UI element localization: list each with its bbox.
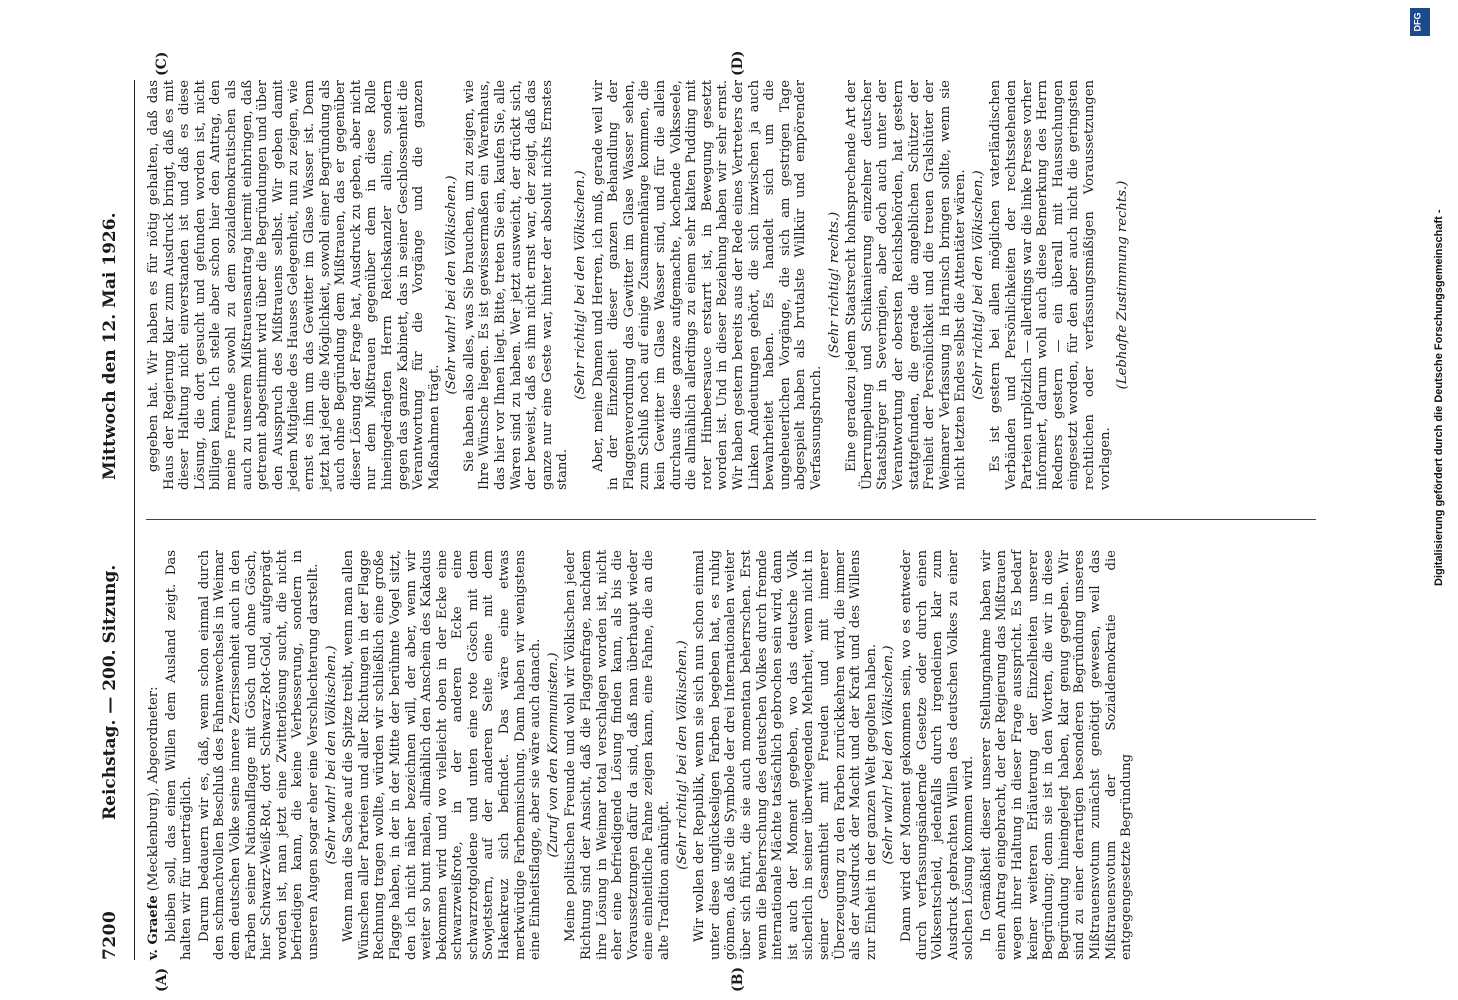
right-column — [146, 80, 1133, 490]
margin-marker-b: (B) — [730, 966, 746, 992]
dfg-logo: DFG — [1410, 8, 1430, 36]
left-column — [146, 550, 1137, 960]
paragraph: Es ist gestern bei allen möglichen vaterländischen Verbänden und Persönlichkeiten der rechtsstehenden Parteien urplötzlich — allerdings war die linke Presse vorher informiert, darum wohl auch diese Bemerkung des Herrn Redners gestern — ein überall mit Haussuchungen eingesetzt worden, für den aber auch nicht die geringsten rechtlichen oder verfassungsmäßigen Voraussetzungen vorlagen. — [988, 80, 1113, 490]
margin-marker-a: (A) — [154, 967, 170, 992]
interjection: (Sehr wahr! bei den Völkischen.) — [323, 645, 339, 865]
interjection: (Zuruf von den Kommunisten.) — [545, 652, 561, 858]
interjection: (Sehr richtig! rechts.) — [826, 211, 842, 359]
interjection: (Sehr wahr! bei den Völkischen.) — [444, 175, 460, 395]
paragraph: Darum bedauern wir es, daß, wenn schon einmal durch den schmachvollen Beschluß des Fahnenwechsels in Weimar dem deutschen Volke seine innere Zerrissenheit auch in den Farben seiner Nationalflagge mit Gösch und ohne Gösch, hier Schwarz-Weiß-Rot, dort Schwarz-Rot-Gold, aufgeprägt worden ist, man jetzt eine Zwitterlösung sucht, die nicht befriedigen kann, die keine Verbesserung, sondern in unseren Augen sogar eher eine Verschlechterung darstellt. — [196, 550, 321, 960]
paragraph: gegeben hat. Wir haben es für nötig gehalten, daß das Haus der Regierung klar zum Ausdruck bringt, daß es mit dieser Haltung nicht einverstanden ist und daß es diese Lösung, die dort gesucht und gefunden worden ist, nicht billigen kann. Ich stelle aber schon hier den Antrag, den meine Freunde sowohl zu dem sozialdemokratischen als auch zu unserem Mißtrauensantrag hiermit einbringen, daß getrennt abgestimmt wird über die Begründungen und über den Ausspruch des Mißtrauens selbst. Wir geben damit jedem Mitgliede des Hauses Gelegenheit, nun zu zeigen, wie ernst es ihm um das Gewitter im Glase Wasser ist. Denn jetzt hat jeder die Möglichkeit, sowohl einer Begründung als auch ohne Begründung dem Mißtrauen, das er gegenüber dieser Lösung der Frage hat, Ausdruck zu geben, aber nicht nur dem Mißtrauen gegenüber dem in diese Rolle hineingedrängten Herrn Reichskanzler allein, sondern gegen das ganze Kabinett, das in seiner Geschlossenheit die Verantwortung für die Vorgänge und die ganzen Maßnahmen trägt. — [146, 80, 442, 490]
paragraph: Sie haben also alles, was Sie brauchen, um zu zeigen, wie Ihre Wünsche liegen. Es ist gewissermaßen ein Warenhaus, das hier vor Ihnen liegt. Bitte, treten Sie ein, kaufen Sie, alle Waren sind zu haben. Wer jetzt ausweicht, der drückt sich, der beweist, daß es ihm nicht ernst war, der zeigt, daß das ganze nur eine Geste war, hinter der absolut nichts Ernstes stand. — [461, 80, 571, 490]
interjection: (Sehr richtig! bei den Völkischen.) — [573, 170, 589, 400]
speaker-name: v. Graefe — [146, 895, 161, 960]
interjection: (Lebhafte Zustimmung rechts.) — [1115, 180, 1131, 390]
interjection: (Sehr richtig! bei den Völkischen.) — [674, 640, 690, 870]
interjection: (Sehr richtig! bei den Völkischen.) — [970, 170, 986, 400]
digitization-credit: Digitalisierung gefördert durch die Deutsche Forschungsgemeinschaft - — [1433, 209, 1445, 586]
page-number: 7200 — [100, 910, 120, 960]
paragraph: Aber, meine Damen und Herren, ich muß, gerade weil wir in der Einzelheit dieser ganzen Behandlung der Flaggenverordnung das Gewitter im Glase Wasser sehen, zum Schluß noch auf einige Zusammenhänge kommen, die kein Gewitter im Glase Wasser sind, und für die allein durchaus diese ganze aufgemachte, kochende Volksseele, die allmählich allerdings zu einem sehr kalten Pudding mit roter Himbeersauce erstarrt ist, in Bewegung gesetzt worden ist. Und in dieser Beziehung haben wir sehr ernst. Wir haben gestern bereits aus der Rede eines Vertreters der Linken Andeutungen gehört, die sich inzwischen ja auch bewahrheitet haben. Es handelt sich um die ungeheuerlichen Vorgänge, die sich am gestrigen Tage abgespielt haben als brutalste Willkür und empörender Verfassungsbruch. — [590, 80, 824, 490]
paragraph: Dann wird der Moment gekommen sein, wo es entweder durch verfassungsändernde Gesetze oder durch einen Volksentscheid, jedenfalls durch irgendeinen klar zum Ausdruck gebrachten Willen des deutschen Volkes zu einer solchen Lösung kommen wird. — [898, 550, 977, 960]
paragraph: In Gemäßheit dieser unserer Stellungnahme haben wir einen Antrag eingebracht, der der Regierung das Mißtrauen wegen ihrer Haltung in dieser Frage ausspricht. Es bedarf keiner weiteren Erläuterung der Einzelheiten unserer Begründung; denn sie ist in den Worten, die wir in diese Begründung hineingelegt haben, klar genug gegeben. Wir sind zu einer derartigen besonderen Begründung unseres Mißtrauensvotum zunächst genötigt gewesen, weil das Mißtrauensvotum der Sozialdemokratie die entgegengesetzte Begründung — [978, 550, 1135, 960]
digitization-sidebar — [1409, 0, 1445, 1000]
session-date: Mittwoch den 12. Mai 1926. — [100, 212, 120, 480]
page-header — [90, 80, 135, 960]
paragraph: bleiben soll, das einen Willen dem Ausland zeigt. Das halten wir für unerträglich. — [163, 550, 195, 960]
speaker-role: (Mecklenburg), Abgeordneter: — [146, 686, 161, 896]
column-divider — [146, 519, 1316, 520]
margin-marker-c: (C) — [154, 51, 170, 76]
speaker-line — [146, 550, 162, 960]
margin-marker-d: (D) — [730, 50, 746, 76]
page-title: Reichstag. — 200. Sitzung. — [100, 564, 120, 820]
interjection: (Sehr wahr! bei den Völkischen.) — [881, 645, 897, 865]
paragraph: Wir wollen der Republik, wenn sie sich nun schon einmal unter diese unglückseligen Farben begeben hat, es ruhig gönnen, daß sie die Symbole der drei Internationalen weiter über sich führt, die sie auch momentan beherrschen. Erst wenn die Beherrschung des deutschen Volkes durch fremde internationale Mächte tatsächlich gebrochen sein wird, dann ist auch der Moment gegeben, wo das deutsche Volk sicherlich in seiner überwiegenden Mehrheit, wenn nicht in seiner Gesamtheit mit Freuden und mit innerer Überzeugung zu den Farben zurückkehren wird, die immer als der Ausdruck der Macht und der Kraft und des Willens zur Einheit in der ganzen Welt gegolten haben. — [692, 550, 879, 960]
paragraph: Meine politischen Freunde und wohl wir Völkischen jeder Richtung sind der Ansicht, daß die Flaggenfrage, nachdem ihre Lösung in Weimar total verschlagen worden ist, nicht eher eine befriedigende Lösung finden kann, als bis die Voraussetzungen dafür da sind, daß man überhaupt wieder eine einheitliche Fahne zeigen kann, eine Fahne, die an die alte Tradition anknüpft. — [563, 550, 672, 960]
paragraph: Wenn man die Sache auf die Spitze treibt, wenn man allen Wünschen aller Parteien und aller Richtungen in der Flagge Rechnung tragen wollte, würden wir schließlich eine große Flagge haben, in der in der Mitte der berühmte Vogel sitzt, den ich nicht näher bezeichnen will, der aber, wenn wir weiter so bunt malen, allmählich den Anschein des Kakadus bekommen wird und wo vielleicht oben in der Ecke eine schwarzweißrote, in der anderen Ecke eine schwarzrotgoldene und unten eine rote Gösch mit dem Sowjetstern, auf der anderen Seite eine mit dem Hakenkreuz sich befindet. Das wäre eine etwas merkwürdige Farbenmischung. Dann haben wir wenigstens eine Einheitsflagge, aber sie wäre auch danach. — [341, 550, 544, 960]
paragraph: Eine geradezu jedem Staatsrecht hohnsprechende Art der Überrumpelung und Schikanierung einzelner deutscher Staatsbürger in Severingien, aber doch auch unter der Verantwortung der obersten Reichsbehörden, hat gestern stattgefunden, die gerade die angeblichen Schützer der Freiheit der Persönlichkeit und die treuen Gralshüter der Weimarer Verfassung in Harnisch bringen sollte, wenn sie nicht letzten Endes selbst die Attentäter wären. — [844, 80, 969, 490]
document-sheet — [90, 50, 1330, 992]
